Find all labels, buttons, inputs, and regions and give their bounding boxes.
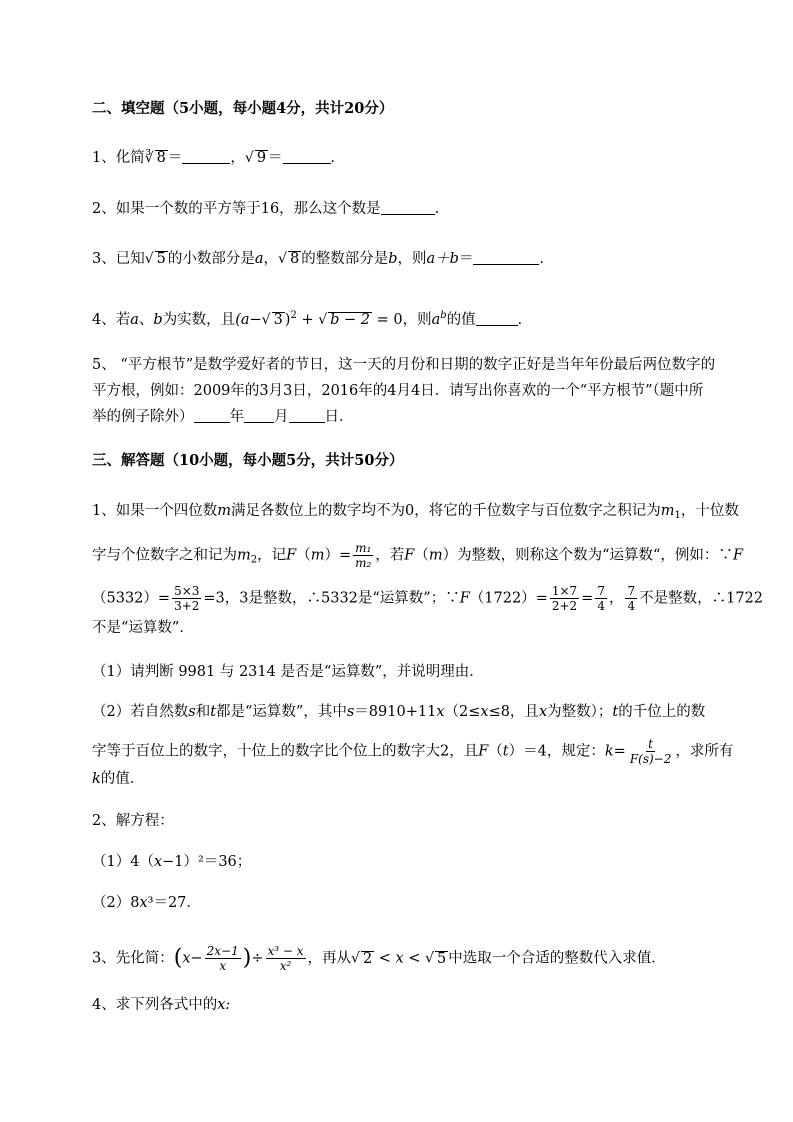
- fraction-7-4: $\frac{7}{4}$: [627, 584, 636, 613]
- question-solve-1-line2: 字与个位数字之和记为$m_2$，记F（m）= $\frac{\text{m₁}}{\text{m₂}}$ ，若F（m）为整数，则称这个数为“运算数“，例如：∵F: [92, 541, 743, 570]
- question-fill-5-line3: 举的例子除外） 年 月 日．: [92, 409, 354, 425]
- fraction-7-4: $\frac{7}{4}$: [597, 584, 605, 613]
- section-title-solve: 三、解答题（10小题，每小题5分，共计50分）: [92, 452, 404, 469]
- answer-blank[interactable]: [381, 202, 435, 215]
- section-title-fill: 二、填空题（5小题，每小题4分，共计20分）: [92, 100, 394, 117]
- question-fill-5-line1: 5、 “平方根节”是数学爱好者的节日，这一天的月份和日期的数字正好是当年年份最后两位数字的: [92, 357, 716, 373]
- sqrt-sign: √: [261, 312, 271, 328]
- sqrt-sign: √: [278, 251, 287, 267]
- question-fill-3: 3、已知√ 5 的小数部分是a，√ 8 的整数部分是b，则a＋b＝ ．: [92, 251, 554, 267]
- sqrt-sign: √: [318, 312, 328, 328]
- question-solve-1-line4: 不是“运算数”．: [92, 620, 194, 636]
- fraction-1x7: $\frac{1\times 7}{2+2}$: [551, 584, 578, 613]
- fraction-k: $\frac{t}{F(s)-2}$: [629, 737, 672, 766]
- question-fill-1: 1、化简∛ 8 ＝ ，√ 9 ＝ ．: [92, 150, 346, 166]
- answer-blank[interactable]: [182, 151, 230, 164]
- fraction-2x-1-over-x: $\frac{2x-1}{x}$: [206, 944, 239, 973]
- answer-blank-month[interactable]: [244, 410, 274, 423]
- fraction-m1-m2: $\frac{\text{m₁}}{\text{m₂}}$: [355, 541, 372, 570]
- answer-blank[interactable]: [473, 252, 539, 265]
- question-solve-1-part2-line1: （2）若自然数s和t都是“运算数”，其中s＝8910+11x（2≤x≤8，且x为整数）；t的千位上的数: [92, 704, 706, 720]
- question-solve-2-part2: （2）8x³＝27．: [92, 895, 201, 911]
- question-fill-4: 4、若a、b为实数，且(a−√ 3 )$^2$ + √ b − 2 = 0，则$a^b$的值 ．: [92, 310, 533, 328]
- answer-blank-day[interactable]: [289, 410, 325, 423]
- sqrt-sign: √: [244, 150, 254, 166]
- question-fill-2: 2、如果一个数的平方等于16，那么这个数是 ．: [92, 201, 450, 217]
- question-solve-1-part2-line3: k的值．: [92, 771, 145, 787]
- question-solve-2-part1: （1）4（x−1）²＝36；: [92, 854, 252, 870]
- question-solve-1-line3: （5332）= $\frac{5\times 3}{3+2}$ =3，3是整数，∴5332是“运算数”；∵F（1722）= $\frac{1\times 7}{2+2}$ = $\frac{7}{4}$ ， $\frac{7}{4}$ 不是整数，∴1722: [92, 584, 764, 613]
- fraction-x3-x-over-x2: $\frac{\text{x³ − x}}{\text{x²}}$: [267, 944, 304, 973]
- question-solve-1-part1: （1）请判断 9981 与 2314 是否是“运算数”，并说明理由．: [92, 664, 484, 680]
- question-solve-2-title: 2、解方程：: [92, 813, 174, 829]
- fraction-5x3: $\frac{5\times 3}{3+2}$: [174, 584, 200, 613]
- cube-root-sign: ∛: [144, 150, 154, 166]
- sqrt-sign: √: [351, 950, 360, 967]
- answer-blank[interactable]: [476, 313, 518, 326]
- answer-blank-year[interactable]: [194, 410, 230, 423]
- question-solve-3: 3、先化简：(x− $\frac{2x-1}{x}$ )÷ $\frac{\text{x³ − x}}{\text{x²}}$ ，再从√ 2 < x < √ 5 中选取一个合适的整数代入求值．: [92, 944, 666, 973]
- question-fill-5-line2: 平方根，例如：2009年的3月3日，2016年的4月4日．请写出你喜欢的一个“平方根节”（题中所: [92, 383, 704, 399]
- sqrt-sign: √: [144, 251, 154, 267]
- question-solve-1-part2-line2: 字等于百位上的数字，十位上的数字比个位上的数字大2，且F（t）＝4，规定：k= $\frac{t}{F(s)-2}$ ，求所有: [92, 737, 734, 766]
- answer-blank[interactable]: [283, 151, 331, 164]
- sqrt-sign: √: [425, 950, 435, 967]
- question-solve-4: 4、求下列各式中的x:: [92, 997, 231, 1013]
- question-solve-1-line1: 1、如果一个四位数m满足各数位上的数字均不为0，将它的千位数字与百位数字之积记为$m_1$，十位数: [92, 503, 739, 521]
